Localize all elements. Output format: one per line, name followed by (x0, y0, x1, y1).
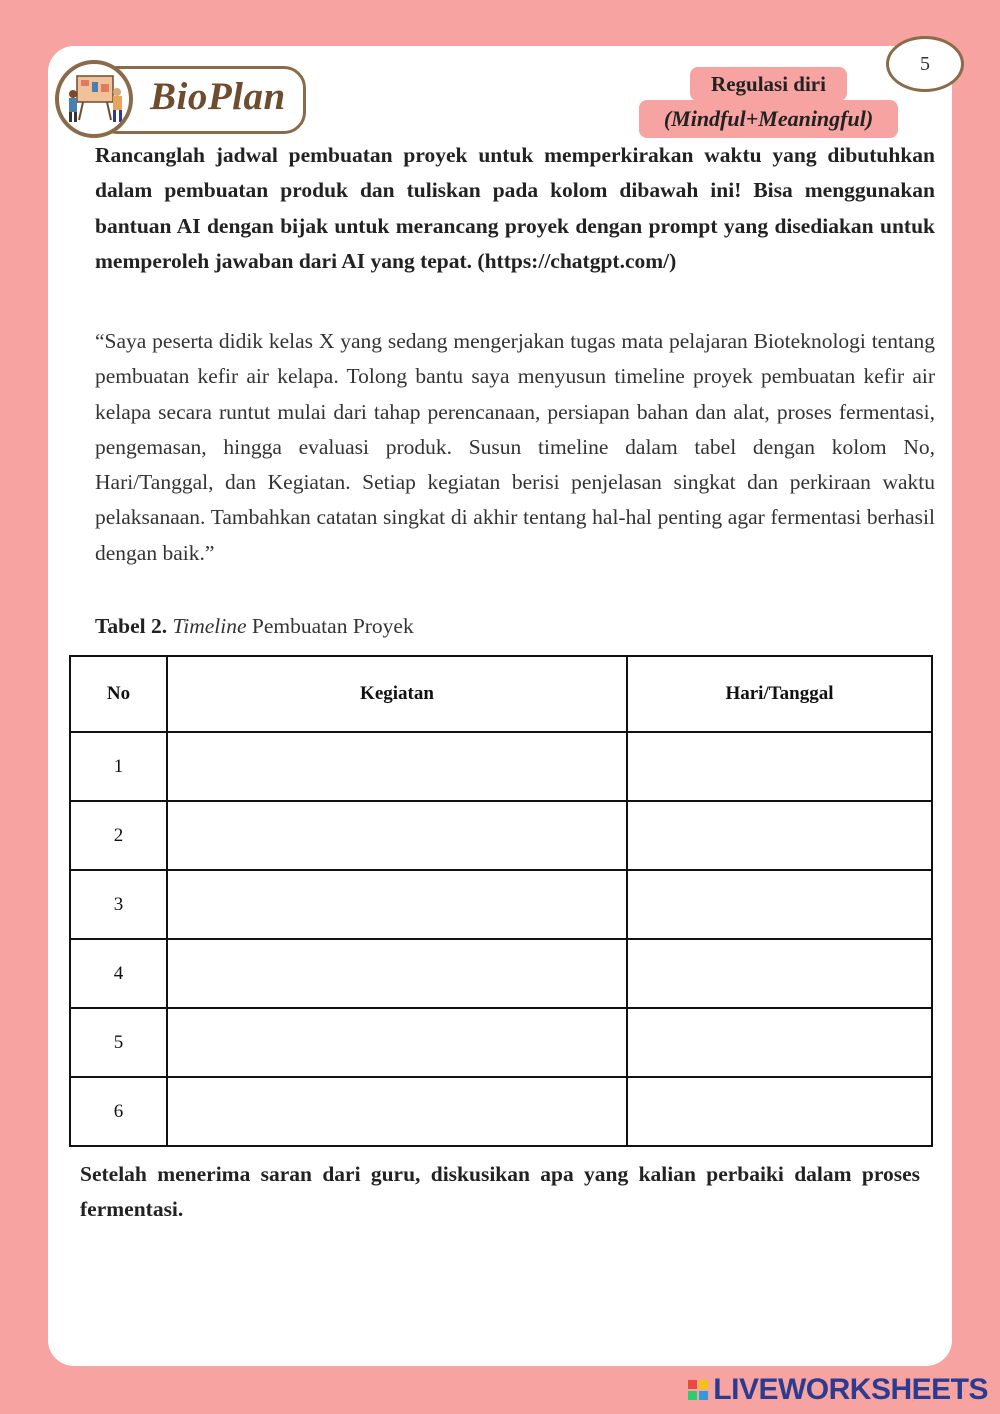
badge-mindful-meaningful: (Mindful+Meaningful) (639, 100, 898, 138)
ai-prompt-text: “Saya peserta didik kelas X yang sedang mengerjakan tugas mata pelajaran Bioteknologi tentang pembuatan kefir air kelapa. Tolong bantu saya menyusun timeline proyek pembuatan kefir air kelapa secara runtut mulai dari tahap perencanaan, persiapan bahan dan alat, proses fermentasi, pengemasan, hingga evaluasi produk. Susun timeline dalam tabel dengan kolom No, Hari/Tanggal, dan Kegiatan. Setiap kegiatan berisi penjelasan singkat dan perkiraan waktu pelaksanaan. Tambahkan catatan singkat di akhir tentang hal-hal penting agar fermentasi berhasil dengan baik.” (95, 329, 935, 565)
instruction-text: Rancanglah jadwal pembuatan proyek untuk memperkirakan waktu yang dibutuhkan dalam pembuatan produk dan tuliskan pada kolom dibawah ini! Bisa menggunakan bantuan AI dengan bijak untuk merancang proyek dengan prompt yang disediakan untuk memperoleh jawaban dari AI yang tepat. (https://chatgpt.com/) (95, 143, 935, 273)
table-row (70, 801, 932, 870)
table-row (70, 1077, 932, 1146)
caption-rest: Pembuatan Proyek (251, 614, 414, 638)
table-caption (95, 609, 414, 643)
kegiatan-cell[interactable] (167, 801, 627, 870)
row-number: 5 (70, 1008, 167, 1077)
logo-square-e (699, 1391, 708, 1400)
row-number: 3 (70, 870, 167, 939)
row-number: 1 (70, 732, 167, 801)
tanggal-cell[interactable] (627, 1077, 932, 1146)
bioplan-logo-icon (55, 60, 133, 138)
tanggal-cell[interactable] (627, 870, 932, 939)
logo-square-v (688, 1391, 697, 1400)
row-number: 6 (70, 1077, 167, 1146)
table-row (70, 939, 932, 1008)
row-number: 2 (70, 801, 167, 870)
page-number: 5 (886, 36, 964, 92)
column-header-no: No (70, 656, 167, 732)
kegiatan-cell[interactable] (167, 939, 627, 1008)
badge-regulasi-diri: Regulasi diri (690, 67, 847, 101)
tanggal-cell[interactable] (627, 801, 932, 870)
logo-square-i (699, 1380, 708, 1389)
liveworksheets-brand[interactable] (688, 1374, 988, 1406)
liveworksheets-text: LIVEWORKSHEETS (713, 1373, 988, 1406)
table-row (70, 732, 932, 801)
caption-italic: Timeline (172, 614, 247, 638)
caption-label: Tabel 2. (95, 614, 168, 638)
kegiatan-cell[interactable] (167, 870, 627, 939)
row-number: 4 (70, 939, 167, 1008)
kegiatan-cell[interactable] (167, 1008, 627, 1077)
tanggal-cell[interactable] (627, 1008, 932, 1077)
liveworksheets-logo-icon (688, 1380, 708, 1400)
table-row (70, 870, 932, 939)
kegiatan-cell[interactable] (167, 1077, 627, 1146)
logo-square-l (688, 1380, 697, 1389)
logo-title: BioPlan (150, 75, 286, 118)
table-header-row (70, 656, 932, 732)
discussion-question: Setelah menerima saran dari guru, diskusikan apa yang kalian perbaiki dalam proses fermentasi. (80, 1162, 920, 1222)
tanggal-cell[interactable] (627, 939, 932, 1008)
table-row (70, 1008, 932, 1077)
column-header-tanggal: Hari/Tanggal (627, 656, 932, 732)
kegiatan-cell[interactable] (167, 732, 627, 801)
timeline-table (69, 655, 933, 1147)
column-header-kegiatan: Kegiatan (167, 656, 627, 732)
tanggal-cell[interactable] (627, 732, 932, 801)
